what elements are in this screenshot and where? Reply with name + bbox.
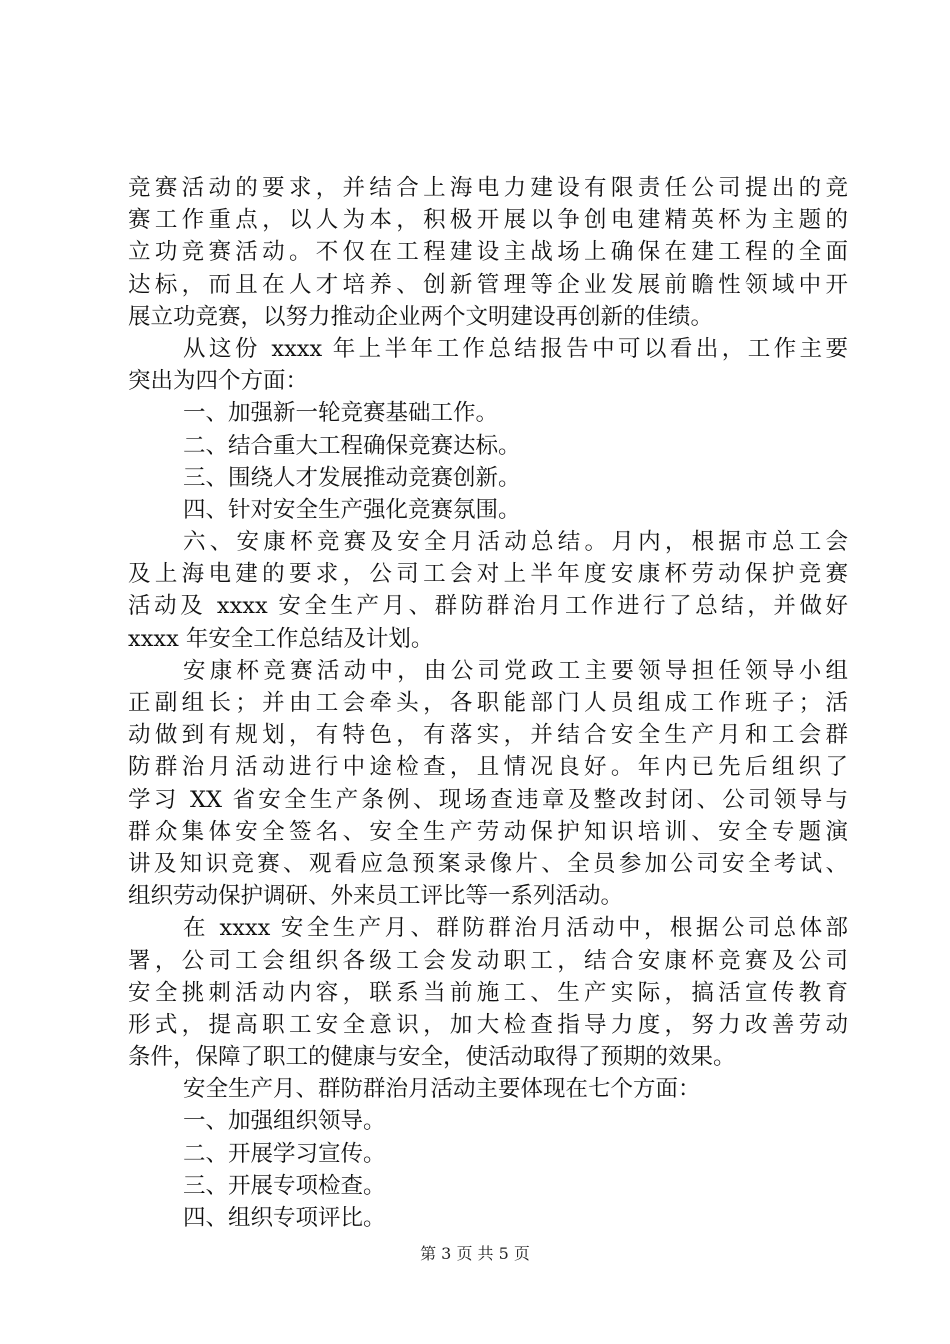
text-line: 学习 XX 省安全生产条例、现场查违章及整改封闭、公司领导与 <box>128 786 848 813</box>
text-line: 署，公司工会组织各级工会发动职工，结合安康杯竞赛及公司 <box>128 947 848 974</box>
text-line: xxxx 年安全工作总结及计划。 <box>128 625 434 652</box>
text-line: 四、组织专项评比。 <box>183 1205 386 1231</box>
text-line: 形式，提高职工安全意识，加大检查指导力度，努力改善劳动 <box>128 1011 848 1038</box>
text-line: 动做到有规划，有特色，有落实，并结合安全生产月和工会群 <box>128 722 848 749</box>
text-line: 安全生产月、群防群治月活动主要体现在七个方面： <box>183 1076 701 1103</box>
text-line: 讲及知识竞赛、观看应急预案录像片、全员参加公司安全考试、 <box>128 850 848 877</box>
text-line: 四、针对安全生产强化竞赛氛围。 <box>183 496 521 523</box>
text-line: 三、开展专项检查。 <box>183 1172 386 1199</box>
text-line: 立功竞赛活动。不仅在工程建设主战场上确保在建工程的全面 <box>128 239 848 266</box>
text-line: 突出为四个方面： <box>128 368 309 395</box>
text-line: 及上海电建的要求，公司工会对上半年度安康杯劳动保护竞赛 <box>128 561 848 588</box>
document-body <box>128 172 848 1234</box>
text-line: 从这份 xxxx 年上半年工作总结报告中可以看出，工作主要 <box>183 335 848 362</box>
text-line: 安康杯竞赛活动中，由公司党政工主要领导担任领导小组 <box>183 657 848 684</box>
text-line: 一、加强组织领导。 <box>183 1108 386 1135</box>
text-line: 一、加强新一轮竞赛基础工作。 <box>183 400 499 427</box>
page-footer: 第 3 页 共 5 页 <box>420 1244 530 1263</box>
text-line: 防群治月活动进行中途检查，且情况良好。年内已先后组织了 <box>128 754 848 781</box>
text-line: 展立功竞赛，以努力推动企业两个文明建设再创新的佳绩。 <box>128 303 714 330</box>
text-line: 三、围绕人才发展推动竞赛创新。 <box>183 464 521 491</box>
text-line: 二、结合重大工程确保竞赛达标。 <box>183 432 521 459</box>
text-line: 群众集体安全签名、安全生产劳动保护知识培训、安全专题演 <box>128 818 848 845</box>
text-line: 赛工作重点，以人为本，积极开展以争创电建精英杯为主题的 <box>128 207 848 234</box>
text-line: 组织劳动保护调研、外来员工评比等一系列活动。 <box>128 883 624 910</box>
text-line: 六、安康杯竞赛及安全月活动总结。月内，根据市总工会 <box>183 529 848 556</box>
text-line: 二、开展学习宣传。 <box>183 1140 386 1167</box>
text-line: 安全挑刺活动内容，联系当前施工、生产实际，搞活宣传教育 <box>128 979 848 1006</box>
text-line: 在 xxxx 安全生产月、群防群治月活动中，根据公司总体部 <box>183 915 848 942</box>
text-line: 活动及 xxxx 安全生产月、群防群治月工作进行了总结，并做好 <box>128 593 848 620</box>
text-line: 竞赛活动的要求，并结合上海电力建设有限责任公司提出的竞 <box>128 175 848 201</box>
text-line: 达标，而且在人才培养、创新管理等企业发展前瞻性领域中开 <box>128 271 848 298</box>
text-line: 条件，保障了职工的健康与安全，使活动取得了预期的效果。 <box>128 1044 736 1071</box>
text-line: 正副组长；并由工会牵头，各职能部门人员组成工作班子；活 <box>128 690 848 716</box>
